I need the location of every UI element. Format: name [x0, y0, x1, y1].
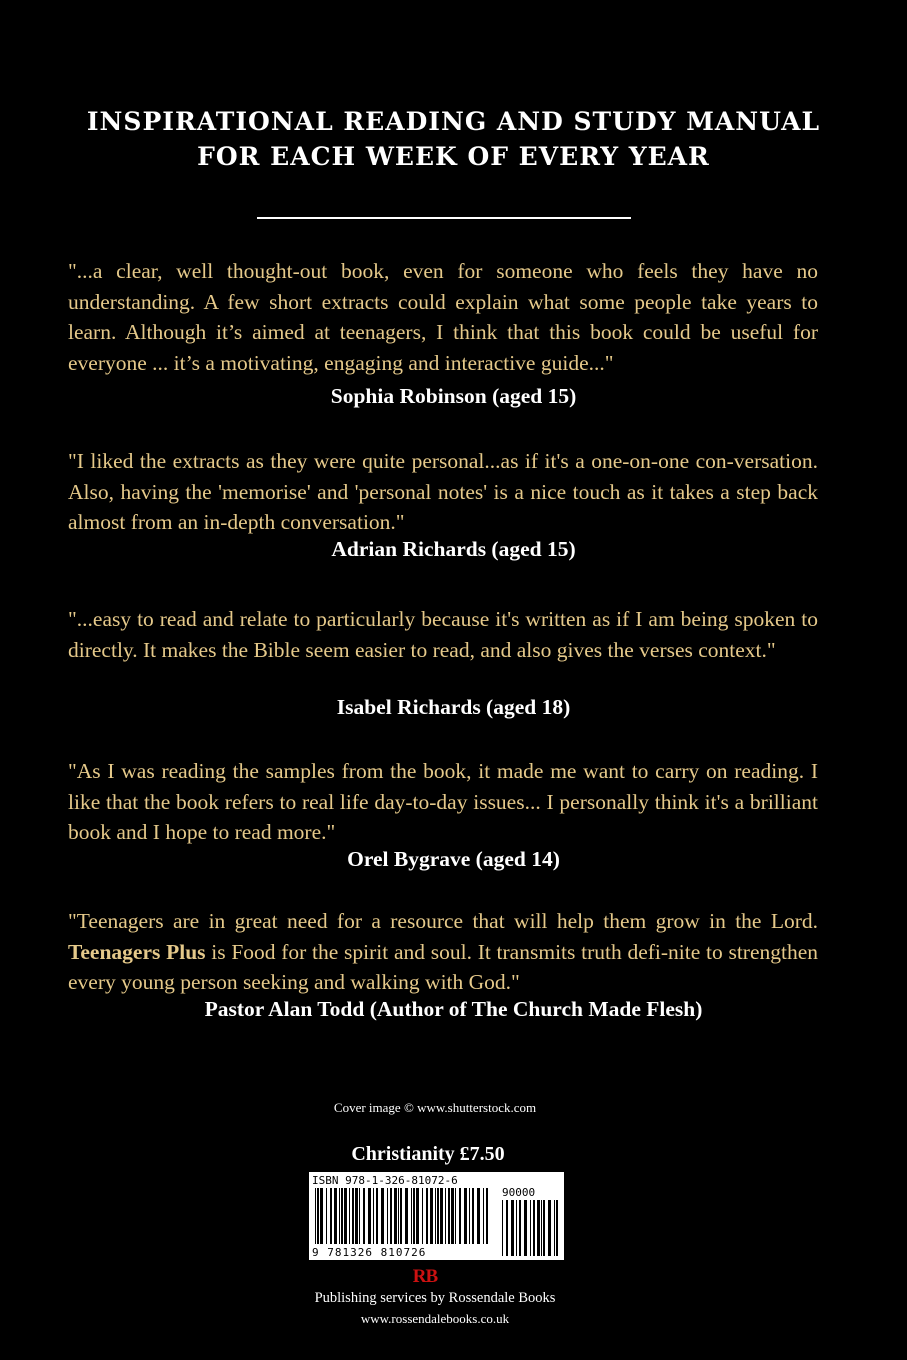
quote-1: "...a clear, well thought-out book, even for someone who feels they have no understanding. A few short extracts could explain what some people take years to learn. Although it’s aimed at teenagers, I think that this book could be useful for everyone ... it’s a motivating, engaging and interactive guide...": [68, 259, 818, 375]
isbn-addon-text: 90000: [502, 1186, 536, 1199]
quote-5-text-after: is Food for the spirit and soul. It transmits truth defi-nite to strengthen every young person seeking and walking with God.": [68, 939, 819, 994]
quote-5-author: Pastor Alan Todd (Author of The Church Made Flesh): [204, 997, 703, 1021]
quote-3-author: Isabel Richards (aged 18): [336, 695, 571, 719]
quote-2: "I liked the extracts as they were quite personal...as if it's a one-on-one con-versation. Also, having the 'memorise' and 'personal notes' is a nice touch as it takes a step back almost from an in-depth conversation.": [68, 449, 818, 534]
quote-3: "...easy to read and relate to particularly because it's written as if I am being spoken to directly. It makes the Bible seem easier to read, and also gives the verses context.": [68, 607, 818, 662]
book-title-highlight: Teenagers Plus: [68, 939, 206, 964]
quote-2-author: Adrian Richards (aged 15): [331, 537, 576, 561]
cover-image-credit: Cover image © www.shutterstock.com: [333, 1100, 537, 1115]
publisher-line: Publishing services by Rossendale Books: [314, 1290, 556, 1306]
quote-4-author: Orel Bygrave (aged 14): [347, 847, 560, 871]
heading-line-1: INSPIRATIONAL READING AND STUDY MANUAL: [86, 107, 821, 136]
quote-5-text-before: "Teenagers are in great need for a resource that will help them grow in the Lord.: [68, 909, 818, 933]
category-price: Christianity £7.50: [351, 1143, 505, 1165]
publisher-logo: RB: [412, 1266, 438, 1287]
cover-heading: [0, 104, 907, 174]
publisher-website: www.rossendalebooks.co.uk: [360, 1311, 510, 1326]
heading-line-2: FOR EACH WEEK OF EVERY YEAR: [197, 142, 710, 171]
quote-5: [68, 906, 818, 998]
isbn-top-text: ISBN 978-1-326-81072-6: [312, 1174, 458, 1187]
divider: [257, 217, 631, 219]
quote-1-author: Sophia Robinson (aged 15): [330, 384, 577, 408]
quote-4: "As I was reading the samples from the book, it made me want to carry on reading. I like that the book refers to real life day-to-day issues... I personally think it's a brilliant book and I hope to read more.": [68, 759, 818, 844]
isbn-barcode: [309, 1172, 564, 1260]
isbn-bottom-text: 9 781326 810726: [312, 1246, 427, 1259]
